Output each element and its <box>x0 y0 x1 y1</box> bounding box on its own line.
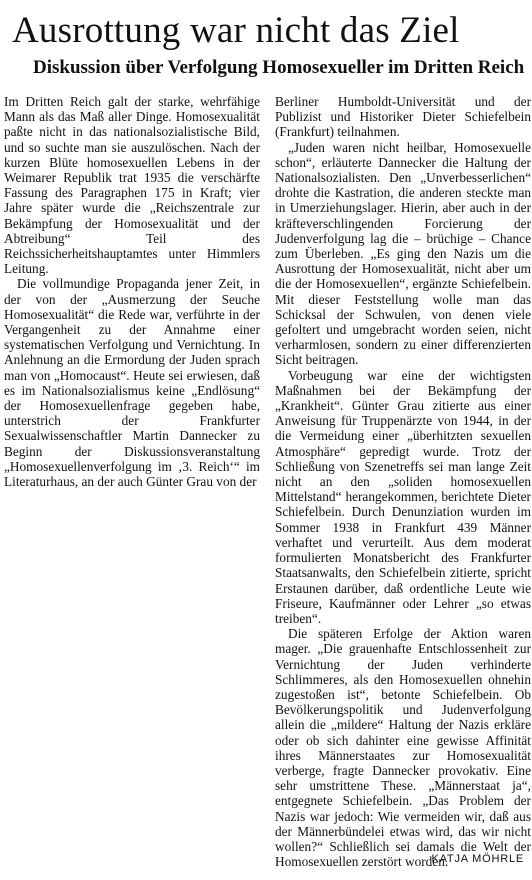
paragraph: Vorbeugung war eine der wichtigsten Maßnahmen bei der Bekämpfung der „Krankheit“. Günter Grau zitierte aus einer Anweisung für Truppenärzte von 1944, in der die Vermeidung einer „überhitzten sexuellen Atmosphäre“ gepredigt wurde. Trotz der Schließung von Szenetreffs sei man lange Zeit nicht an den „soliden homosexuellen Mittelstand“ herangekommen, berichtete Dieter Schiefelbein. Durch Denunziation wurden im Sommer 1938 in Frankfurt 439 Männer verhaftet und verurteilt. Aus dem moderat formulierten Monatsbericht des Frankfurter Staatsanwalts, den Schiefelbein zitierte, spricht Erstaunen darüber, daß ordentliche Leute wie Friseure, Kaufmänner oder Lehrer „so etwas treiben“. <box>275 367 531 626</box>
paragraph: Berliner Humboldt-Universität und der Publizist und Historiker Dieter Schiefelbein (Frankfurt) teilnahmen. <box>275 94 531 140</box>
article-column-right <box>275 94 531 869</box>
paragraph: „Juden waren nicht heilbar, Homosexuelle schon“, erläuterte Dannecker die Haltung der Nationalsozialisten. Den „Unverbesserlichen“ drohte die Kastration, die anderen steckte man in Umerziehungslager. Hierin, aber auch in der kräfteverschlingenden Forcierung der Judenverfolgung lag die – brüchige – Chance zum Überleben. „Es ging den Nazis um die Ausrottung der Homosexualität, nicht aber um die der Homosexuellen“, ergänzte Schiefelbein. Mit dieser Feststellung wolle man das Schicksal der Schwulen, von denen viele gefoltert und umgebracht worden seien, nicht verharmlosen, sondern zu einer differenzierten Sicht beitragen. <box>275 139 531 368</box>
article-column-left <box>4 94 260 489</box>
subheadline: Diskussion über Verfolgung Homosexueller im Dritten Reich <box>33 57 525 78</box>
paragraph: Im Dritten Reich galt der starke, wehrfähige Mann als das Maß aller Dinge. Homosexualität paßte nicht in das nationalsozialistische Bild, und so suchte man sie auszulöschen. Nach der kurzen Blüte homosexuellen Lebens in der Weimarer Republik trat 1935 die verschärfte Fassung des Paragraphen 175 in Kraft; vier Jahre später wurde die „Reichszentrale zur Bekämpfung der Homosexualität und der Abtreibung“ Teil des Reichssicherheitshauptamtes unter Himmlers Leitung. <box>4 94 260 277</box>
headline: Ausrottung war nicht das Ziel <box>12 10 460 51</box>
paragraph: Die späteren Erfolge der Aktion waren mager. „Die grauenhafte Entschlossenheit zur Vernichtung der Juden verhinderte Schlimmeres, als den Homosexuellen ohnehin zugestoßen ist“, betonte Schiefelbein. Ob Bevölkerungspolitik und Judenverfolgung allein die „mildere“ Haltung der Nazis erkläre oder ob sich dahinter eine gewisse Affinität ihres Männerstaates zur Homosexualität verberge, fragte Dannecker provokativ. Eine sehr umstrittene These. „Männerstaat ja“, entgegnete Schiefelbein. „Das Problem der Nazis war jedoch: Wie vermeiden wir, daß aus der Männerbündelei etwas wird, das wir nicht wollen?“ Schließlich sei damals die Welt der Homosexuellen zerstört worden. <box>275 626 531 870</box>
author-byline: KATJA MÖHRLE <box>431 853 524 865</box>
paragraph: Die vollmundige Propaganda jener Zeit, in der von der „Ausmerzung der Seuche Homosexualität“ die Rede war, verführte in der Vergangenheit zu der Annahme einer systematischen Verfolgung und Vernichtung. In Anlehnung an die Ermordung der Juden sprach man von „Homocaust“. Heute sei erwiesen, daß es im Nationalsozialismus keine „Endlösung“ der Homosexuellenfrage gegeben habe, unterstrich der Frankfurter Sexualwissenschaftler Martin Dannecker zu Beginn der Diskussionsveranstaltung „Homosexuellenverfolgung im ‚3. Reich‘“ im Literaturhaus, an der auch Günter Grau von der <box>4 276 260 490</box>
